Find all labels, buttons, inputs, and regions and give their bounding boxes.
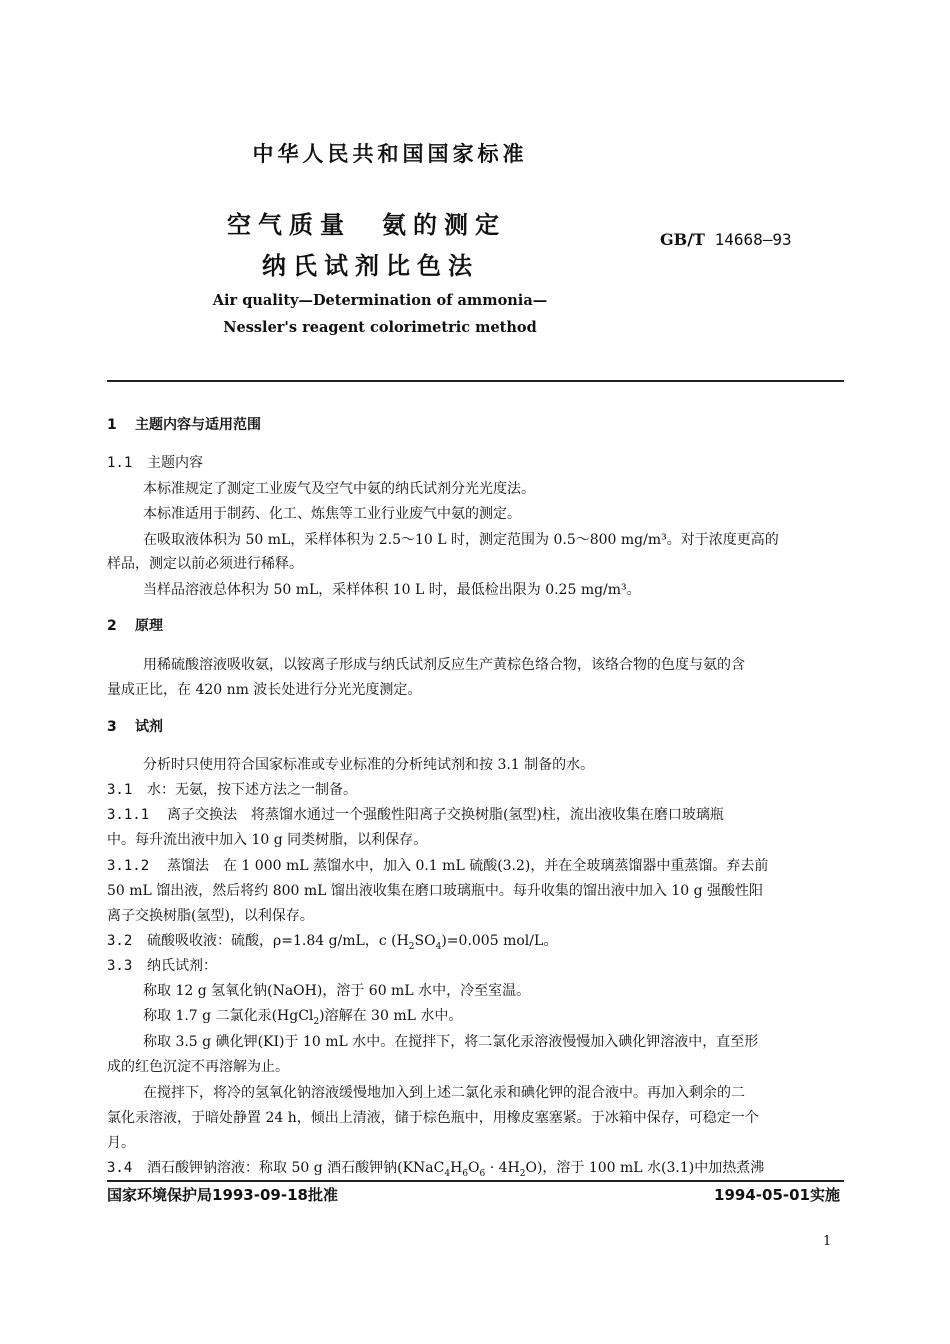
paragraph-line: 本标准适用于制药、化工、炼焦等工业行业废气中氨的测定。 (143, 506, 521, 522)
clause-text: 离子交换法 将蒸馏水通过一个强酸性阳离子交换树脂(氢型)柱，流出液收集在磨口玻璃瓶 (167, 807, 724, 823)
subscript: 2 (408, 941, 415, 952)
clause-text: O (468, 1160, 480, 1176)
english-title-line1: Air quality—Determination of ammonia— (212, 292, 548, 309)
paragraph-line: 样品，测定以前必须进行稀释。 (107, 556, 303, 572)
footer-rule (107, 1180, 844, 1182)
paragraph-line (143, 1005, 462, 1027)
subscript: 4 (435, 941, 442, 952)
paragraph-line: 成的红色沉淀不再溶解为止。 (107, 1059, 289, 1075)
paragraph-line: 在搅拌下，将冷的氢氧化钠溶液缓慢地加入到上述二氯化汞和碘化钾的混合液中。再加入剩余的二 (143, 1085, 745, 1101)
subscript: 2 (519, 1168, 526, 1179)
paragraph-line: 分析时只使用符合国家标准或专业标准的分析纯试剂和按 3.1 制备的水。 (143, 757, 595, 773)
section-3-2 (107, 930, 557, 952)
section-title: 原理 (135, 618, 163, 634)
paragraph-line: 称取 3.5 g 碘化钾(KI)于 10 mL 水中。在搅拌下，将二氯化汞溶液慢慢加入碘化钾溶液中，直至形 (143, 1034, 759, 1050)
clause-text: 酒石酸钾钠溶液：称取 50 g 酒石酸钾钠(KNaC (147, 1160, 445, 1176)
paragraph-line: 量成正比，在 420 nm 波长处进行分光光度测定。 (107, 682, 422, 698)
clause-text: 蒸馏法 在 1 000 mL 蒸馏水中，加入 0.1 mL 硫酸(3.2)，并在全玻璃蒸馏器中重蒸馏。弃去前 (167, 858, 769, 874)
clause-text: SO (414, 933, 436, 949)
section-3-3 (107, 955, 217, 975)
paragraph-line: 当样品溶液总体积为 50 mL，采样体积 10 L 时，最低检出限为 0.25 mg/m³。 (143, 582, 641, 598)
clause-text: 纳氏试剂： (147, 958, 217, 974)
paragraph-line: 氯化汞溶液，于暗处静置 24 h，倾出上清液，储于棕色瓶中，用橡皮塞塞紧。于冰箱中保存，可稳定一个 (107, 1110, 759, 1126)
section-number: 3.1.1 (107, 807, 150, 823)
section-number: 1 (107, 417, 117, 433)
clause-text: H (450, 1160, 463, 1176)
english-title-line2: Nessler's reagent colorimetric method (223, 319, 537, 336)
section-3-4 (107, 1157, 764, 1179)
implementation-date: 1994-05-01实施 (714, 1186, 840, 1204)
paragraph-line: 离子交换树脂(氢型)，以利保存。 (107, 908, 314, 924)
document-title-line2: 纳氏试剂比色法 (262, 252, 479, 280)
paragraph-line: 月。 (107, 1135, 135, 1151)
section-number: 2 (107, 618, 117, 634)
standard-code (660, 230, 792, 249)
section-1-1-heading (107, 452, 203, 472)
document-title-line1: 空气质量 氨的测定 (227, 211, 506, 239)
text-run: )溶解在 30 mL 水中。 (319, 1008, 463, 1024)
section-3-1-2 (107, 855, 768, 875)
paragraph-line: 称取 12 g 氢氧化钠(NaOH)，溶于 60 mL 水中，冷至室温。 (143, 983, 531, 999)
section-number: 3.1.2 (107, 858, 150, 874)
standard-code-number: 14668—93 (714, 230, 792, 249)
section-number: 3.2 (107, 933, 133, 949)
section-number: 1.1 (107, 455, 133, 471)
clause-text: O)，溶于 100 mL 水(3.1)中加热煮沸 (525, 1160, 765, 1176)
clause-text: · 4H (485, 1160, 520, 1176)
subscript: 6 (479, 1168, 486, 1179)
national-standard-heading: 中华人民共和国国家标准 (252, 142, 528, 166)
section-number: 3.1 (107, 782, 133, 798)
header-rule (107, 380, 844, 382)
paragraph-line: 用稀硫酸溶液吸收氨，以铵离子形成与纳氏试剂反应生产黄棕色络合物，该络合物的色度与氨的含 (143, 657, 745, 673)
approval-date: 国家环境保护局1993-09-18批准 (107, 1186, 338, 1204)
paragraph-line: 在吸取液体积为 50 mL，采样体积为 2.5～10 L 时，测定范围为 0.5～800 mg/m³。对于浓度更高的 (143, 532, 779, 548)
paragraph-line: 50 mL 馏出液，然后将约 800 mL 馏出液收集在磨口玻璃瓶中。每升收集的馏出液中加入 10 g 强酸性阳 (107, 883, 764, 899)
subscript: 4 (444, 1168, 451, 1179)
section-3-1 (107, 779, 357, 799)
section-title: 主题内容与适用范围 (135, 417, 261, 433)
standard-code-prefix: GB/T (660, 230, 705, 249)
section-3-1-1 (107, 804, 724, 824)
section-1-heading (107, 414, 261, 434)
clause-text: 硫酸吸收液：硫酸，ρ=1.84 g/mL，c (H (147, 933, 409, 949)
section-3-heading (107, 716, 163, 736)
page-number: 1 (823, 1234, 832, 1249)
section-title: 试剂 (135, 719, 163, 735)
text-run: 称取 1.7 g 二氯化汞(HgCl (143, 1008, 314, 1024)
section-number: 3 (107, 719, 117, 735)
section-number: 3.3 (107, 958, 133, 974)
section-number: 3.4 (107, 1160, 133, 1176)
section-title: 主题内容 (147, 455, 203, 471)
paragraph-line: 本标准规定了测定工业废气及空气中氨的纳氏试剂分光光度法。 (143, 481, 535, 497)
clause-text: )=0.005 mol/L。 (441, 933, 558, 949)
subscript: 6 (462, 1168, 469, 1179)
paragraph-line: 中。每升流出液中加入 10 g 同类树脂，以利保存。 (107, 832, 428, 848)
clause-text: 水：无氨，按下述方法之一制备。 (147, 782, 357, 798)
section-2-heading (107, 615, 163, 635)
subscript: 2 (313, 1016, 320, 1027)
